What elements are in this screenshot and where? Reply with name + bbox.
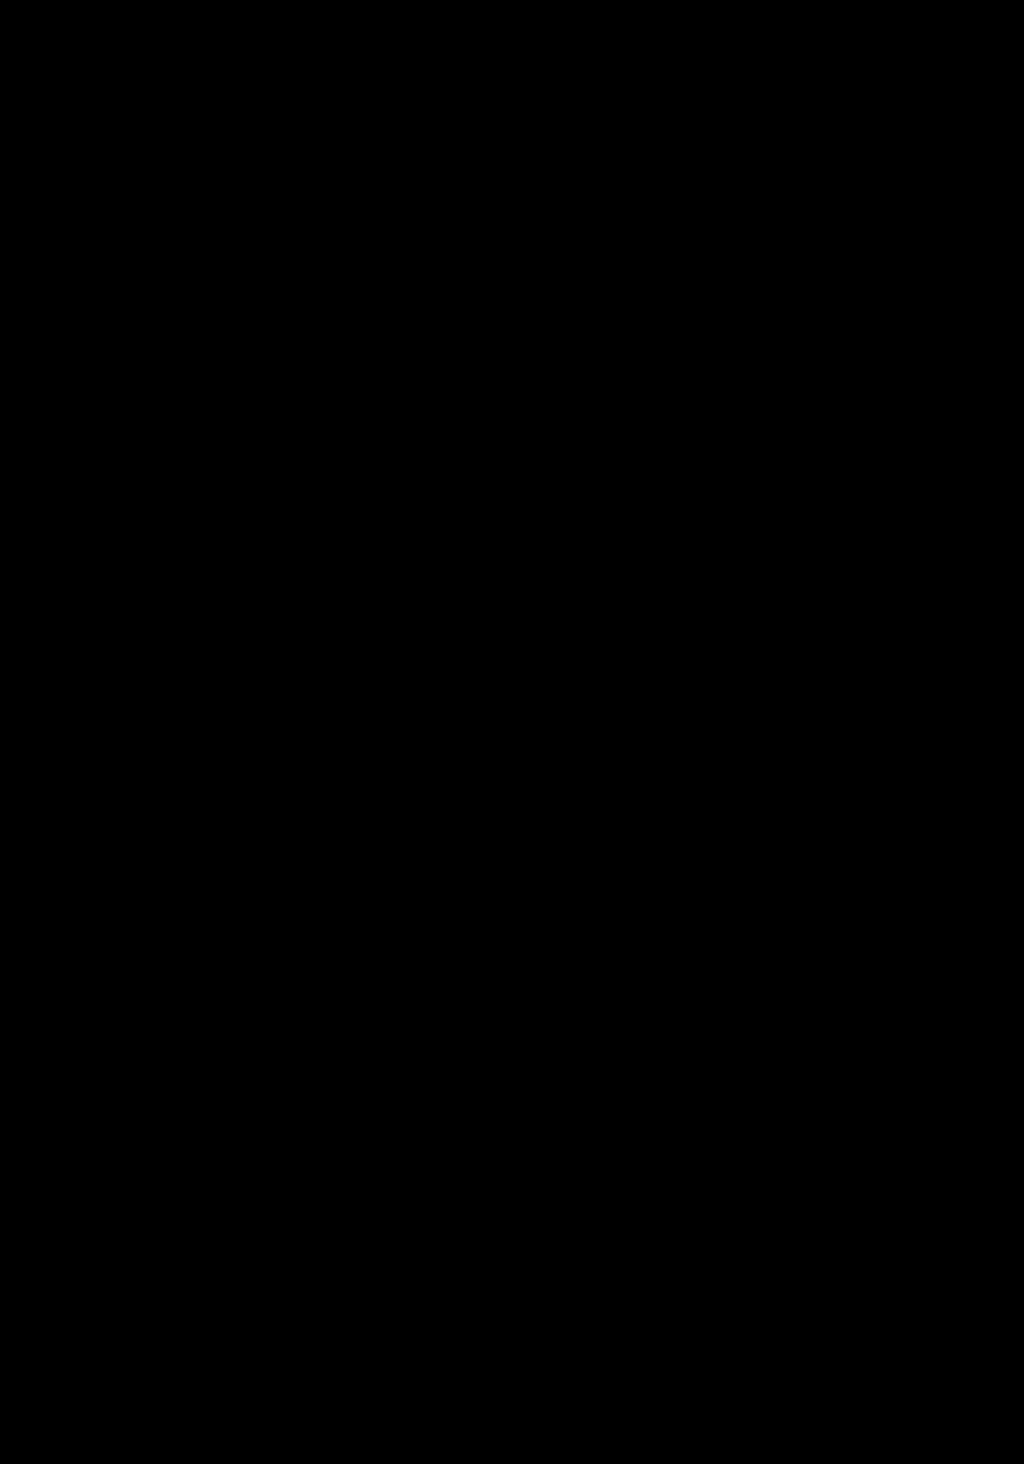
section-title: Προφύλαξη, προληπτική αποσυμπίεση <box>148 1108 421 1127</box>
paragraph: Υπάρχουν βασικά τρεις κατηγορίες θεραπευτικών πρωτοκόλλων. Αυτά που χρησιμοποιούν αέρα, οι πίνακες 02 και οι πίνακες με μίγματα Ν2 Ο2 - He Ο2 κλπ. Ύστερα με βάση αυτά τα θεραπευτικά πρωτόκολλα γίνεται επανασυμπίεση σε καθορισμένο βάθος, ανάλογα με τα συμπτώματα της νόσου και ακολουθεί προγραμματισμένη ελάττωση της πίεσης, ώστε να γίνει προοδευτική αποβολή του αζώτου από το αίμα. <box>112 325 868 449</box>
paragraph: Έχει διαπιστωθεί όμως αξιοσημείωτη αύξηση της ενδοοφθαλμικής πίεσης, ασθενών με ενδοοφθαλμικές φυσαλίδες σαν αποτέλεσμα έκθεσής τους σε υπερβαρικό περιβάλλον. Γι αυτό το λόγο δεν συνιστάται η αντιμετώπισή τους με υπερβαρική θεραπεία. <box>112 463 868 552</box>
section-number: 4.1.ε <box>112 1108 145 1127</box>
page-number: 51 <box>478 1392 496 1411</box>
section-heading-treatment: 4.1.δ Αντιμετώπιση <box>112 174 248 193</box>
paragraph: Η αντιμετώπιση περιλαμβάνει τη χρήση θεραπευτικών πρωτοκόλλων που καθορίζουν λεπτομερώς το βάθος και τη διάρκεια κάθε σχήματος ανάλογα με την αξιολόγηση των περιστατικών και της πορείας του. <box>112 257 868 311</box>
section-body-treatment <box>112 250 868 766</box>
section-heading-prevention <box>112 1108 421 1128</box>
paragraph: Η σωτηρία είναι σχεδόν βέβαιη όταν η θεραπεία γίνει σωστά μέσα στο θάλαμο. Η ταχύτητα μεταφοράς του ασθενούς αποτελεί αναμφισβήτητα τον αποφασιστικότερο παράγοντα. Κατά τη μεταφορά ο ασθενής θα πρέπει να μείνει κατακεκλισμένος στην αριστερή πλευρά και θέση ανάτροπο, ώστε ο αέρας που παραμένει στην κυκλοφορία να παγιδευτεί στην κορυφή της αριστερής ή δεξιάς κοιλίας και να απορροφηθεί. Ιδιαίτερη προσοχή απαιτεί η μεταφορά ασθενούς με ελικόπτερο η οποία δεν πρέπει να ξεπερνά τα 300μ. ύψος για να μην επιδεινωθεί η κατάσταση με περαιτέρω διαστολή των φυσαλίδων, λόγω υποβαρικού περιβάλλοντος. <box>112 566 868 758</box>
section-body-prevention <box>112 1180 868 1318</box>
paragraph: Η άγνοια και αδιαφορία για σχολαστική τήρηση των προφυλακτικών μέτρων εναντίον της νόσου των δυτών, ισοδυναμεί ούτε λίγο ούτε πολύ με αυτοκτονία. Η βαθιά κατάδυση δεν είναι τόλμημα για ένα σωστά εκπαιδευμένο και έμπειρο αυτοδύτη, ο οποίος κατέχει με λεπτομέρεια και εφαρμόζει τις απαραίτητες προϋποθέσεις. <box>112 1187 868 1310</box>
